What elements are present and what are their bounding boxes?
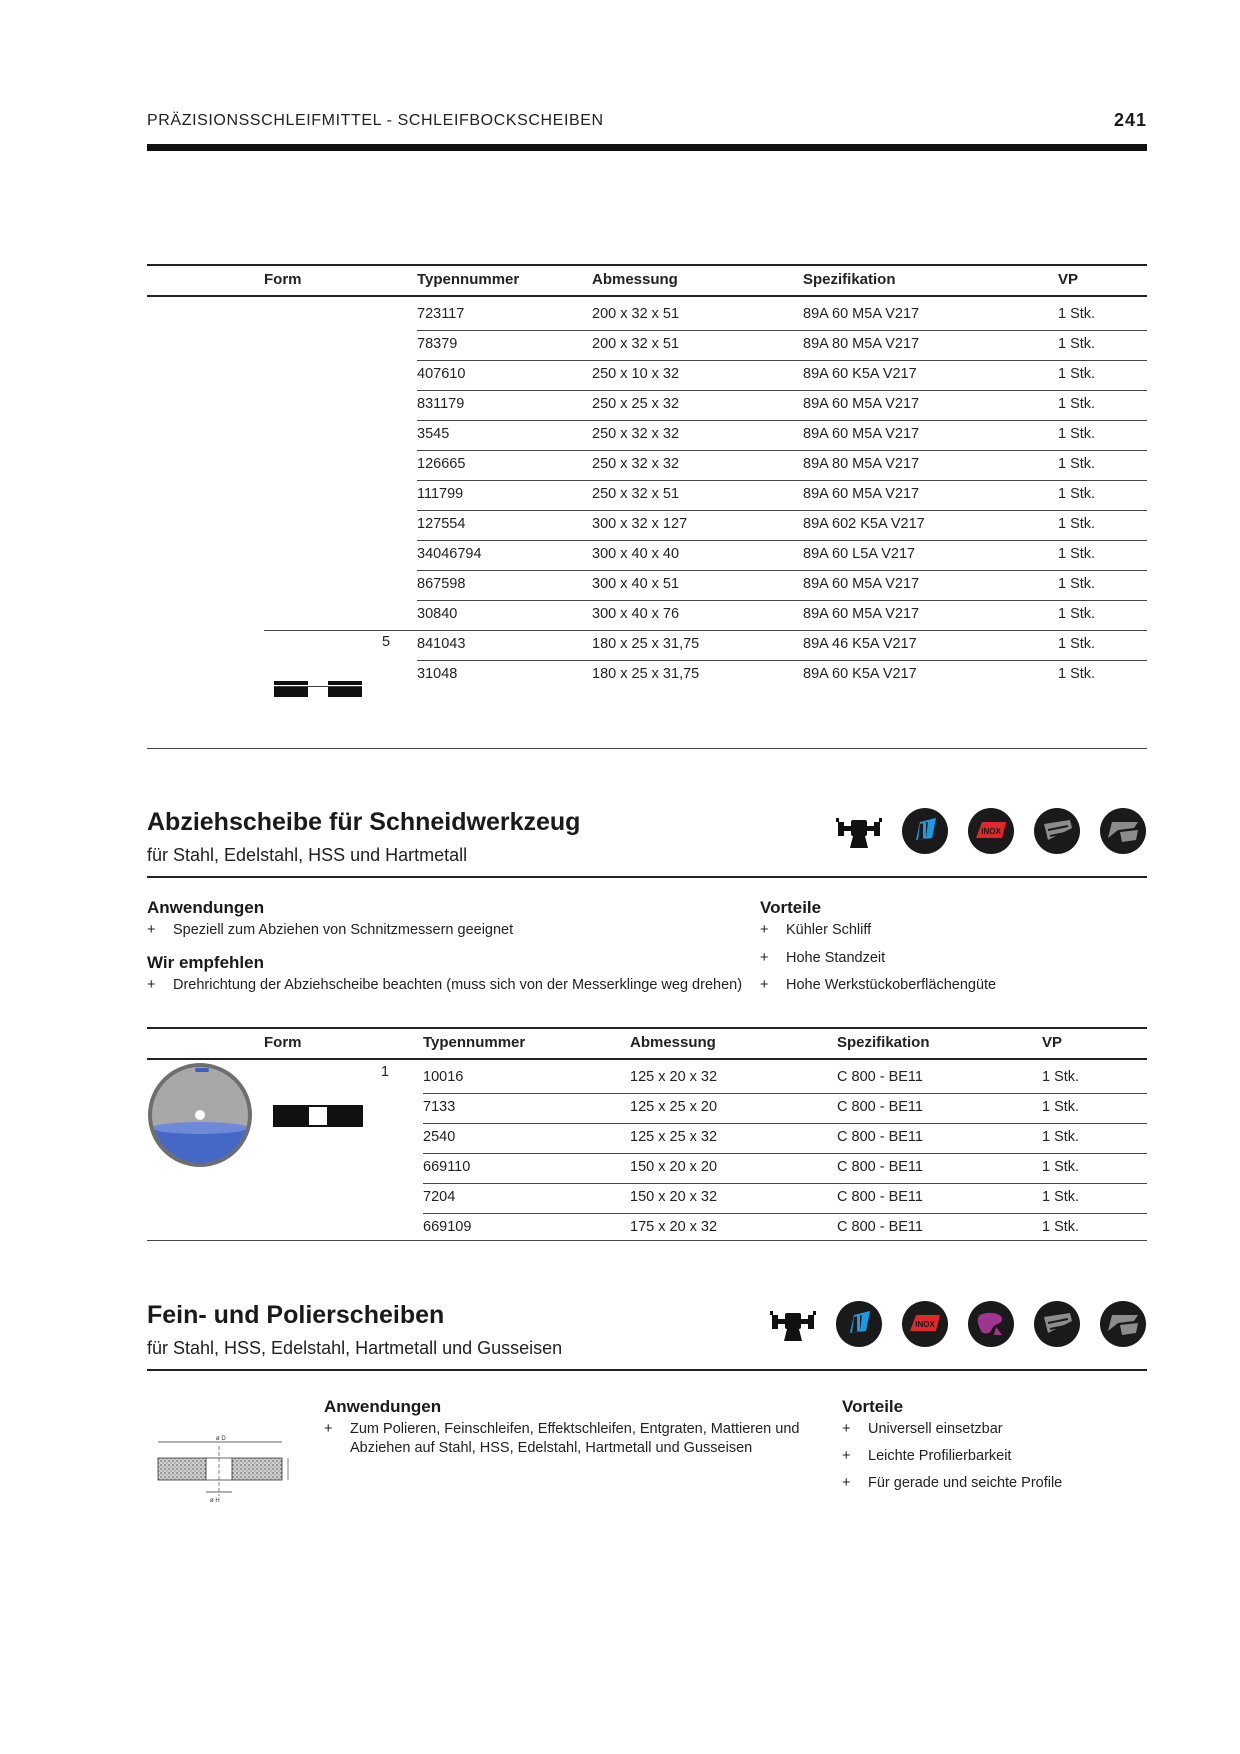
spezifikation-cell: 89A 60 M5A V217 bbox=[803, 606, 920, 622]
form-number: 5 bbox=[382, 634, 391, 650]
product-table-1 bbox=[147, 264, 1147, 749]
vp-cell: 1 Stk. bbox=[1058, 306, 1096, 322]
typennummer-cell: 127554 bbox=[417, 516, 466, 532]
bullet: + bbox=[147, 977, 156, 993]
typennummer-cell: 669109 bbox=[423, 1219, 472, 1235]
wheel-cross-section-diagram bbox=[152, 1432, 292, 1504]
spezifikation-cell: 89A 60 M5A V217 bbox=[803, 486, 920, 502]
spezifikation-cell: C 800 - BE11 bbox=[837, 1099, 923, 1115]
col-header-spezifikation: Spezifikation bbox=[803, 271, 896, 288]
page-number: 241 bbox=[1113, 110, 1147, 130]
vorteil-text: Kühler Schliff bbox=[786, 922, 872, 938]
abmessung-cell: 150 x 20 x 20 bbox=[630, 1159, 718, 1175]
vp-cell: 1 Stk. bbox=[1058, 486, 1096, 502]
abmessung-cell: 200 x 32 x 51 bbox=[592, 306, 680, 322]
vorteile-heading: Vorteile bbox=[842, 1397, 904, 1416]
steel-icon bbox=[902, 808, 948, 854]
vp-cell: 1 Stk. bbox=[1042, 1099, 1080, 1115]
spezifikation-cell: 89A 602 K5A V217 bbox=[803, 516, 925, 532]
anwendungen-heading: Anwendungen bbox=[147, 898, 265, 917]
spezifikation-cell: C 800 - BE11 bbox=[837, 1159, 923, 1175]
col-header-abmessung: Abmessung bbox=[630, 1034, 716, 1051]
abmessung-cell: 180 x 25 x 31,75 bbox=[592, 636, 700, 652]
section-title: Fein- und Polierscheiben bbox=[147, 1301, 445, 1329]
table-header-rule bbox=[147, 1058, 1147, 1060]
spezifikation-cell: 89A 60 L5A V217 bbox=[803, 546, 916, 562]
col-header-abmessung: Abmessung bbox=[592, 271, 678, 288]
carbide-icon bbox=[1100, 1301, 1146, 1347]
spezifikation-cell: C 800 - BE11 bbox=[837, 1219, 923, 1235]
col-header-typennummer: Typennummer bbox=[417, 271, 520, 288]
vp-cell: 1 Stk. bbox=[1058, 426, 1096, 442]
abmessung-cell: 300 x 40 x 51 bbox=[592, 576, 680, 592]
cast-iron-icon bbox=[968, 1301, 1014, 1347]
abmessung-cell: 250 x 32 x 51 bbox=[592, 486, 680, 502]
vp-cell: 1 Stk. bbox=[1058, 546, 1096, 562]
table-row bbox=[147, 361, 1147, 391]
bullet: + bbox=[842, 1421, 851, 1437]
bench-grinder-icon bbox=[770, 1307, 816, 1343]
bullet: + bbox=[842, 1475, 851, 1491]
col-header-spezifikation: Spezifikation bbox=[837, 1034, 930, 1051]
typennummer-cell: 78379 bbox=[417, 336, 458, 352]
col-header-typennummer: Typennummer bbox=[423, 1034, 526, 1051]
abmessung-cell: 250 x 32 x 32 bbox=[592, 456, 680, 472]
material-icons-row bbox=[770, 1301, 1148, 1351]
table-row bbox=[147, 511, 1147, 541]
abmessung-cell: 175 x 20 x 32 bbox=[630, 1219, 718, 1235]
list-item bbox=[842, 1420, 1003, 1439]
abmessung-cell: 125 x 25 x 32 bbox=[630, 1129, 718, 1145]
vp-cell: 1 Stk. bbox=[1042, 1129, 1080, 1145]
table-row bbox=[147, 1064, 1147, 1094]
spezifikation-cell: C 800 - BE11 bbox=[837, 1189, 923, 1205]
vorteil-text: Leichte Profilierbarkeit bbox=[868, 1448, 1012, 1464]
typennummer-cell: 30840 bbox=[417, 606, 458, 622]
anwendung-text: Zum Polieren, Feinschleifen, Effektschleifen, Entgraten, Mattieren und Abziehen auf Stahl, HSS, Edelstahl, Hartmetall und Gusseisen bbox=[350, 1421, 800, 1456]
steel-icon bbox=[836, 1301, 882, 1347]
section-title: Abziehscheibe für Schneidwerkzeug bbox=[147, 808, 581, 836]
list-item bbox=[842, 1474, 1062, 1493]
vorteil-text: Hohe Werkstückoberflächengüte bbox=[786, 977, 997, 993]
abmessung-cell: 125 x 25 x 20 bbox=[630, 1099, 718, 1115]
spezifikation-cell: C 800 - BE11 bbox=[837, 1129, 923, 1145]
typennummer-cell: 31048 bbox=[417, 666, 458, 682]
vp-cell: 1 Stk. bbox=[1042, 1069, 1080, 1085]
vorteile-heading: Vorteile bbox=[760, 898, 822, 917]
spezifikation-cell: 89A 46 K5A V217 bbox=[803, 636, 917, 652]
spezifikation-cell: 89A 80 M5A V217 bbox=[803, 456, 920, 472]
table-row bbox=[147, 331, 1147, 361]
spezifikation-cell: 89A 60 M5A V217 bbox=[803, 306, 920, 322]
section-subtitle: für Stahl, HSS, Edelstahl, Hartmetall und Gusseisen bbox=[147, 1338, 563, 1358]
table-row bbox=[147, 601, 1147, 631]
spezifikation-cell: 89A 80 M5A V217 bbox=[803, 336, 920, 352]
hss-icon bbox=[1034, 1301, 1080, 1347]
abmessung-cell: 300 x 32 x 127 bbox=[592, 516, 688, 532]
list-item bbox=[147, 921, 513, 940]
anwendungen-heading: Anwendungen bbox=[324, 1397, 442, 1416]
vorteil-text: Hohe Standzeit bbox=[786, 950, 886, 966]
typennummer-cell: 2540 bbox=[423, 1129, 456, 1145]
table-top-rule bbox=[147, 1027, 1147, 1029]
bullet: + bbox=[147, 922, 156, 938]
col-header-form: Form bbox=[264, 1034, 302, 1051]
col-header-vp: VP bbox=[1058, 271, 1079, 288]
vp-cell: 1 Stk. bbox=[1058, 636, 1096, 652]
header-rule bbox=[147, 144, 1147, 151]
vp-cell: 1 Stk. bbox=[1058, 456, 1096, 472]
bullet: + bbox=[324, 1421, 333, 1437]
spezifikation-cell: 89A 60 M5A V217 bbox=[803, 576, 920, 592]
spezifikation-cell: 89A 60 M5A V217 bbox=[803, 396, 920, 412]
abmessung-cell: 250 x 25 x 32 bbox=[592, 396, 680, 412]
list-item bbox=[760, 976, 996, 995]
table-row bbox=[147, 391, 1147, 421]
spezifikation-cell: 89A 60 K5A V217 bbox=[803, 366, 917, 382]
list-item bbox=[760, 921, 871, 940]
abmessung-cell: 250 x 32 x 32 bbox=[592, 426, 680, 442]
table-row bbox=[147, 661, 1147, 691]
anwendung-text: Speziell zum Abziehen von Schnitzmessern geeignet bbox=[173, 922, 514, 938]
col-header-form: Form bbox=[264, 271, 302, 288]
vp-cell: 1 Stk. bbox=[1042, 1159, 1080, 1175]
table-row bbox=[147, 1094, 1147, 1124]
typennummer-cell: 111799 bbox=[417, 486, 464, 502]
empfehlung-text: Drehrichtung der Abziehscheibe beachten (muss sich von der Messerklinge weg drehen) bbox=[173, 977, 743, 993]
vp-cell: 1 Stk. bbox=[1042, 1189, 1080, 1205]
bore-label: ø H bbox=[210, 1498, 220, 1504]
section-rule bbox=[147, 1369, 1147, 1371]
typennummer-cell: 10016 bbox=[423, 1069, 464, 1085]
abmessung-cell: 200 x 32 x 51 bbox=[592, 336, 680, 352]
abmessung-cell: 125 x 20 x 32 bbox=[630, 1069, 718, 1085]
carbide-icon bbox=[1100, 808, 1146, 854]
table-bottom-rule bbox=[147, 1240, 1147, 1241]
typennummer-cell: 126665 bbox=[417, 456, 466, 472]
abmessung-cell: 300 x 40 x 40 bbox=[592, 546, 680, 562]
typennummer-cell: 669110 bbox=[423, 1159, 471, 1175]
typennummer-cell: 831179 bbox=[417, 396, 465, 412]
typennummer-cell: 7204 bbox=[423, 1189, 456, 1205]
vp-cell: 1 Stk. bbox=[1058, 516, 1096, 532]
typennummer-cell: 34046794 bbox=[417, 546, 482, 562]
list-item bbox=[760, 949, 885, 968]
abmessung-cell: 300 x 40 x 76 bbox=[592, 606, 680, 622]
section-rule bbox=[147, 876, 1147, 878]
spezifikation-cell: C 800 - BE11 bbox=[837, 1069, 923, 1085]
vp-cell: 1 Stk. bbox=[1058, 606, 1096, 622]
table-row bbox=[147, 481, 1147, 511]
wir-empfehlen-heading: Wir empfehlen bbox=[147, 953, 264, 972]
typennummer-cell: 841043 bbox=[417, 636, 466, 652]
table-row bbox=[147, 1184, 1147, 1214]
diameter-label: ø D bbox=[216, 1436, 226, 1442]
abmessung-cell: 250 x 10 x 32 bbox=[592, 366, 680, 382]
typennummer-cell: 7133 bbox=[423, 1099, 456, 1115]
list-item bbox=[842, 1447, 1011, 1466]
list-item bbox=[147, 976, 742, 995]
form-number: 1 bbox=[381, 1064, 390, 1080]
vorteil-text: Für gerade und seichte Profile bbox=[868, 1475, 1063, 1491]
running-header-title: PRÄZISIONSSCHLEIFMITTEL - SCHLEIFBOCKSCHEIBEN bbox=[147, 112, 604, 129]
bench-grinder-icon bbox=[836, 814, 882, 850]
vp-cell: 1 Stk. bbox=[1058, 336, 1096, 352]
vp-cell: 1 Stk. bbox=[1042, 1219, 1080, 1235]
table-row bbox=[147, 541, 1147, 571]
vp-cell: 1 Stk. bbox=[1058, 576, 1096, 592]
col-header-vp: VP bbox=[1042, 1034, 1063, 1051]
vp-cell: 1 Stk. bbox=[1058, 366, 1096, 382]
table-row bbox=[147, 1154, 1147, 1184]
product-table-2 bbox=[147, 1027, 1147, 1242]
typennummer-cell: 407610 bbox=[417, 366, 466, 382]
abmessung-cell: 180 x 25 x 31,75 bbox=[592, 666, 700, 682]
vp-cell: 1 Stk. bbox=[1058, 396, 1096, 412]
table-row bbox=[147, 571, 1147, 601]
inox-icon bbox=[968, 808, 1014, 854]
vp-cell: 1 Stk. bbox=[1058, 666, 1096, 682]
spezifikation-cell: 89A 60 K5A V217 bbox=[803, 666, 917, 682]
bullet: + bbox=[760, 950, 769, 966]
inox-label: INOX bbox=[915, 1320, 935, 1329]
inox-icon bbox=[902, 1301, 948, 1347]
hss-icon bbox=[1034, 808, 1080, 854]
bullet: + bbox=[842, 1448, 851, 1464]
table-bottom-rule bbox=[147, 748, 1147, 749]
spezifikation-cell: 89A 60 M5A V217 bbox=[803, 426, 920, 442]
table-row bbox=[147, 631, 1147, 661]
typennummer-cell: 723117 bbox=[417, 306, 465, 322]
bullet: + bbox=[760, 977, 769, 993]
vorteil-text: Universell einsetzbar bbox=[868, 1421, 1003, 1437]
typennummer-cell: 867598 bbox=[417, 576, 466, 592]
table-top-rule bbox=[147, 264, 1147, 266]
table-row bbox=[147, 421, 1147, 451]
table-row bbox=[147, 1124, 1147, 1154]
section-subtitle: für Stahl, Edelstahl, HSS und Hartmetall bbox=[147, 845, 468, 865]
material-icons-row bbox=[836, 808, 1148, 858]
table-header-rule bbox=[147, 295, 1147, 297]
bullet: + bbox=[760, 922, 769, 938]
typennummer-cell: 3545 bbox=[417, 426, 450, 442]
table-row bbox=[147, 301, 1147, 331]
table-row bbox=[147, 451, 1147, 481]
abmessung-cell: 150 x 20 x 32 bbox=[630, 1189, 718, 1205]
list-item bbox=[324, 1420, 814, 1458]
inox-label: INOX bbox=[981, 827, 1001, 836]
